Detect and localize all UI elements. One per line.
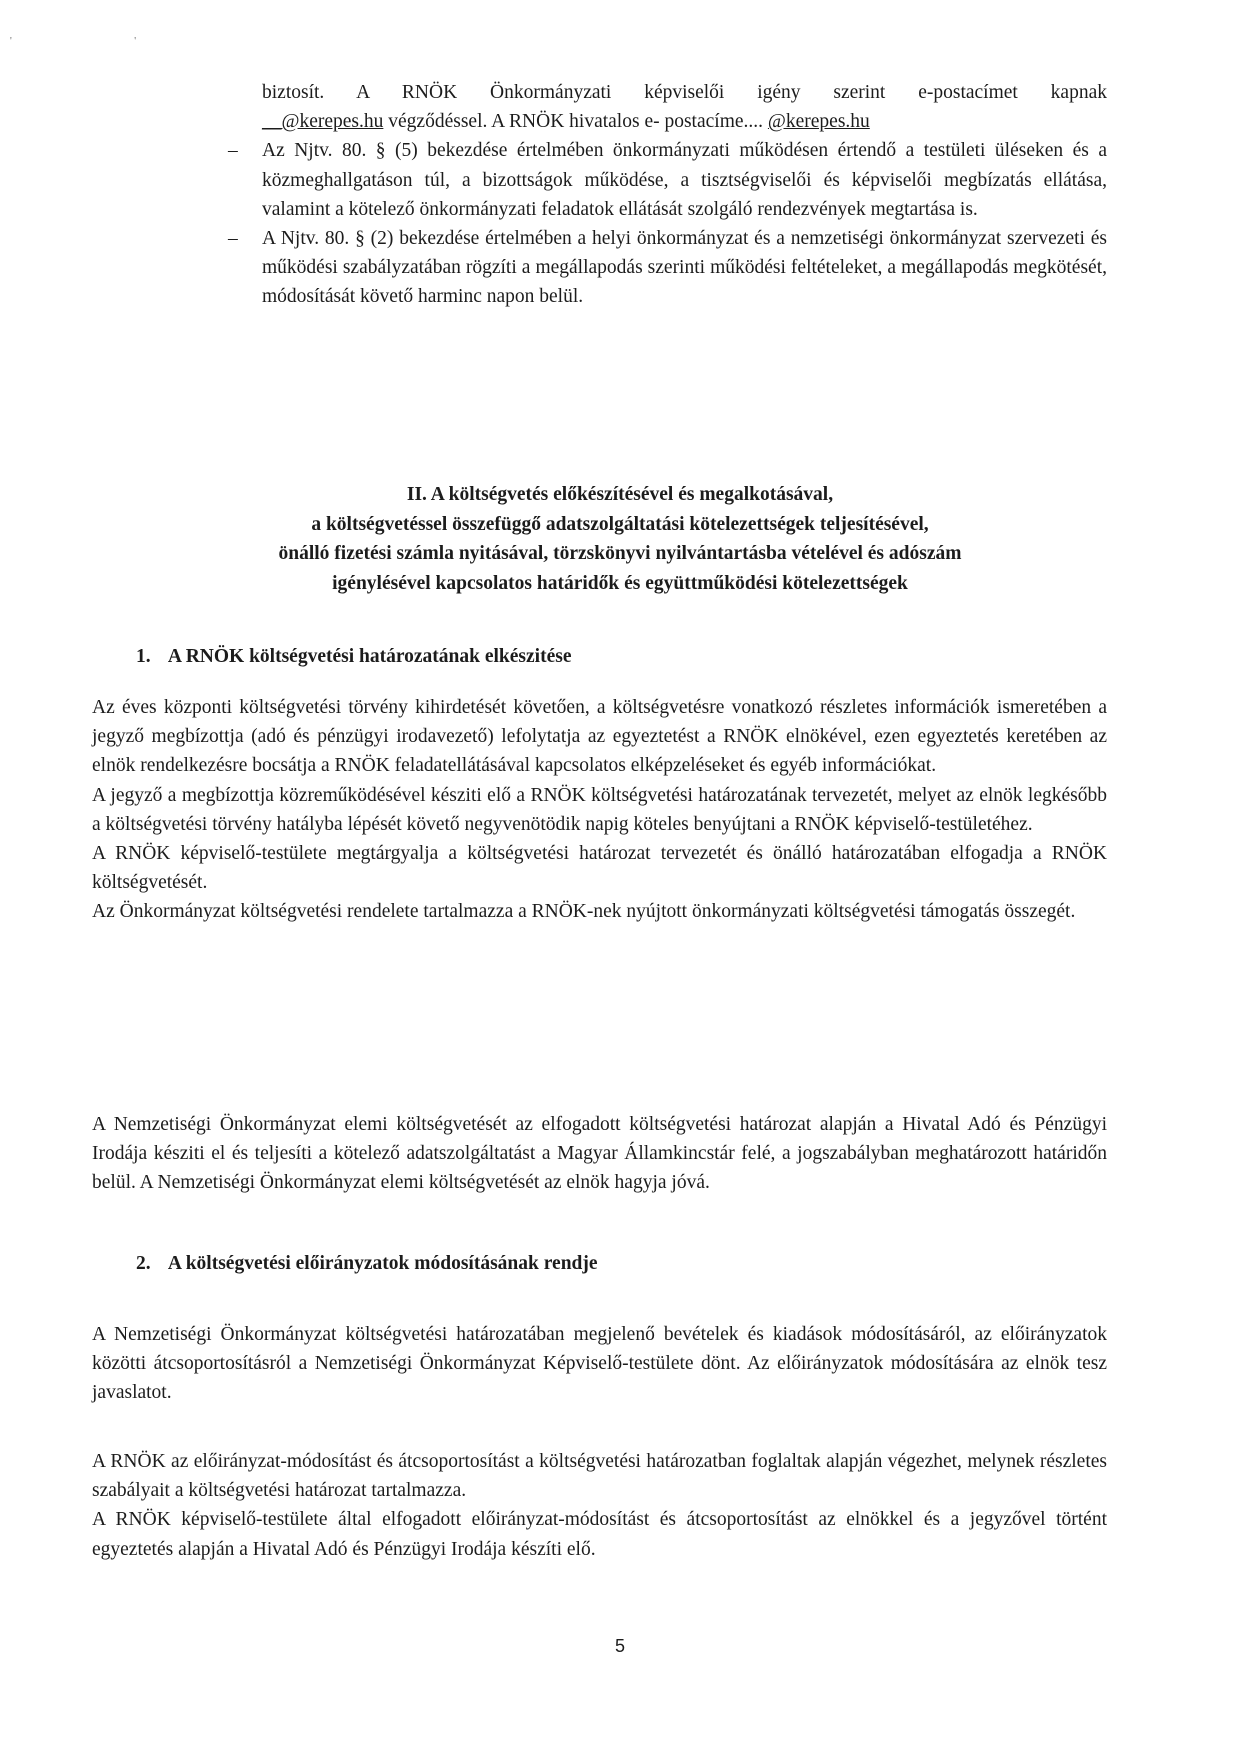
dash-bullet-icon: – bbox=[228, 228, 238, 250]
page-number: 5 bbox=[614, 1636, 625, 1656]
section-title: A költségvetési előirányzatok módosításának rendje bbox=[167, 1253, 598, 1274]
chapter-heading-line: önálló fizetési számla nyitásával, törzskönyvi nyilvántartásba vételével és adószám bbox=[278, 543, 962, 564]
section-1-heading bbox=[136, 646, 572, 668]
continuation-block bbox=[228, 78, 1107, 312]
section-1-para-2 bbox=[92, 1110, 1107, 1198]
dash-bullet-icon: – bbox=[228, 140, 238, 162]
email-line-1: biztosít. A RNÖK Önkormányzati képviselői igény szerint e-postacímet kapnak bbox=[262, 82, 1107, 103]
chapter-heading-line: II. A költségvetés előkészítésével és megalkotásával, bbox=[406, 484, 834, 505]
bullet-item bbox=[228, 136, 1107, 224]
section-number: 1. bbox=[136, 646, 151, 667]
member-email-link[interactable]: __@kerepes.hu bbox=[262, 111, 384, 133]
scan-specks: ' ' bbox=[10, 36, 197, 47]
paragraph: Az Önkormányzat költségvetési rendelete tartalmazza a RNÖK-nek nyújtott önkormányzati költségvetési támogatás összegét. bbox=[92, 901, 1076, 923]
bullet-text: Az Njtv. 80. § (5) bekezdése értelmében önkormányzati működésen értendő a testületi üléseken és a közmeghallgatáson túl, a bizottságok működése, a tisztségviselői és képviselői megbízatás ellátása, valamint a kötelező önkormányzati feladatok ellátását szolgáló rendezvények megtartása is. bbox=[262, 140, 1107, 220]
bullet-list bbox=[228, 136, 1107, 311]
section-1-para-1 bbox=[92, 693, 1107, 927]
paragraph: A Nemzetiségi Önkormányzat elemi költségvetését az elfogadott költségvetési határozat alapján a Hivatal Adó és Pénzügyi Irodája késziti el és teljesíti a kötelező adatszolgáltatást a Magyar Államkincstár felé, a jogszabályban meghatározott határidőn belül. A Nemzetiségi Önkormányzat elemi költségvetését az elnök hagyja jóvá. bbox=[92, 1114, 1107, 1194]
chapter-heading-line: igénylésével kapcsolatos határidők és együttműködési kötelezettségek bbox=[332, 572, 908, 594]
chapter-heading bbox=[130, 480, 1110, 598]
section-2-para-2 bbox=[92, 1447, 1107, 1564]
paragraph: Az éves központi költségvetési törvény kihirdetését követően, a költségvetésre vonatkozó részletes információk ismeretében a jegyző megbízottja (adó és pénzügyi irodavezető) lefolytatja az egyeztetést a RNÖK elnökével, ezen egyeztetés keretében az elnök rendelkezésre bocsátja a RNÖK feladatellátásával kapcsolatos elképzeléseket és egyéb információkat. bbox=[92, 697, 1107, 777]
official-email-link[interactable]: @kerepes.hu bbox=[767, 111, 870, 133]
paragraph: A jegyző a megbízottja közreműködésével késziti elő a RNÖK költségvetési határozatának tervezetét, melyet az elnök legkésőbb a költségvetési törvény hatályba lépését követő negyvenötödik napig köteles benyújtani a RNÖK képviselő-testületéhez. bbox=[92, 784, 1107, 835]
paragraph: A RNÖK képviselő-testülete megtárgyalja a költségvetési határozat tervezetét és önálló határozatában elfogadja a RNÖK költségvetését. bbox=[92, 843, 1107, 894]
bullet-item bbox=[228, 224, 1107, 312]
email-line-2-text: végződéssel. A RNÖK hivatalos e- postacíme.... bbox=[383, 111, 768, 133]
section-title: A RNÖK költségvetési határozatának elkészitése bbox=[167, 646, 572, 667]
paragraph: A Nemzetiségi Önkormányzat költségvetési határozatában megjelenő bevételek és kiadások módosításáról, az előirányzatok közötti átcsoportosításról a Nemzetiségi Önkormányzat Képviselő-testülete dönt. Az előirányzatok módosítására az elnök tesz javaslatot. bbox=[92, 1324, 1107, 1404]
paragraph: A RNÖK képviselő-testülete által elfogadott előirányzat-módosítást és átcsoportosítást az elnökkel és a jegyzővel történt egyeztetés alapján a Hivatal Adó és Pénzügyi Irodája készíti elő. bbox=[92, 1509, 1107, 1560]
bullet-text: A Njtv. 80. § (2) bekezdése értelmében a helyi önkormányzat és a nemzetiségi önkormányzat szervezeti és működési szabályzatában rögzíti a megállapodás szerinti működési feltételeket, a megállapodás megkötését, módosítását követő harminc napon belül. bbox=[262, 228, 1107, 308]
section-2-heading bbox=[136, 1253, 598, 1275]
section-number: 2. bbox=[136, 1253, 151, 1274]
email-line-2 bbox=[262, 107, 1107, 136]
paragraph: A RNÖK az előirányzat-módosítást és átcsoportosítást a költségvetési határozatban foglaltak alapján végezhet, melynek részletes szabályait a költségvetési határozat tartalmazza. bbox=[92, 1451, 1107, 1502]
section-2-para-1 bbox=[92, 1320, 1107, 1408]
chapter-heading-line: a költségvetéssel összefüggő adatszolgáltatási kötelezettségek teljesítésével, bbox=[311, 513, 929, 535]
